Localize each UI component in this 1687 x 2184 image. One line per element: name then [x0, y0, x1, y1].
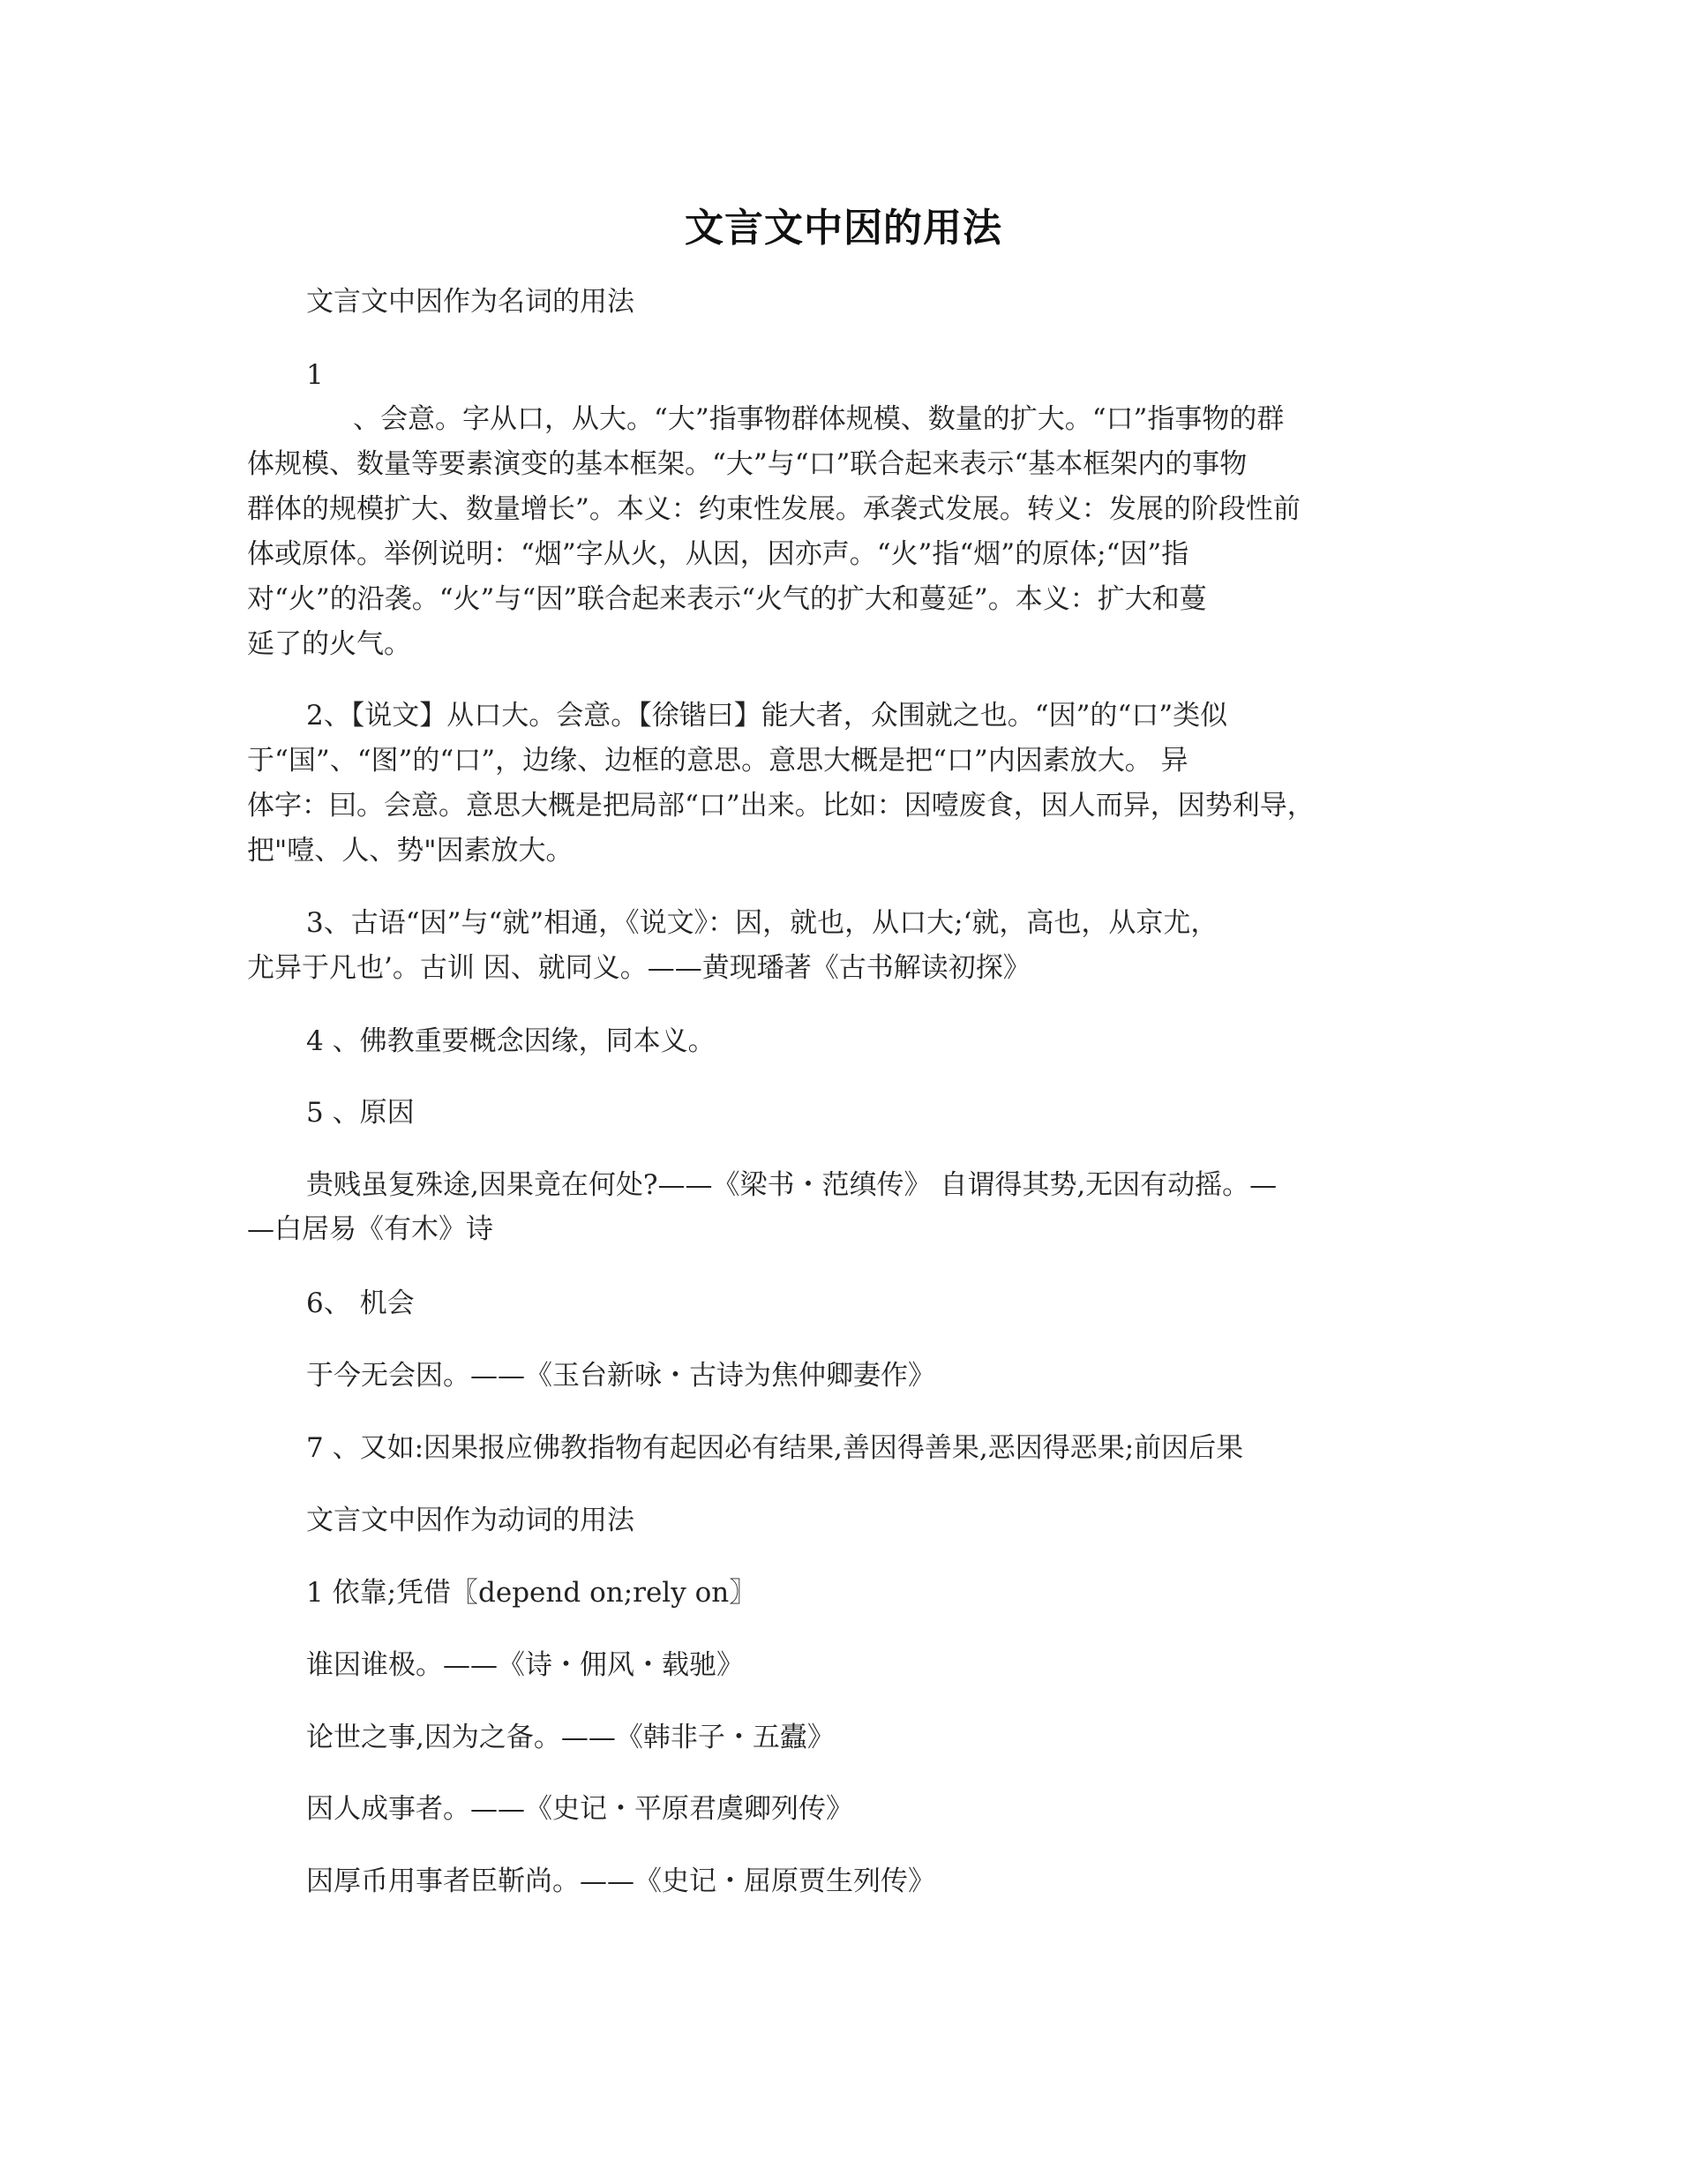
section-heading-noun: 文言文中因作为名词的用法 — [306, 286, 634, 318]
paragraph-line: 群体的规模扩大、数量增长”。本义：约束性发展。承袭式发展。转义：发展的阶段性前 — [247, 493, 1301, 525]
paragraph-line: 把"噎、人、势"因素放大。 — [247, 835, 574, 867]
item-number-1: 1 — [306, 359, 324, 391]
paragraph-line: —白居易《有木》诗 — [247, 1213, 493, 1245]
paragraph-line: 1 依靠;凭借〖depend on;rely on〗 — [306, 1577, 757, 1609]
paragraph-line: 体或原体。举例说明：“烟”字从火，从因，因亦声。“火”指“烟”的原体;“因”指 — [247, 538, 1189, 570]
paragraph-line: 于“国”、“图”的“口”，边缘、边框的意思。意思大概是把“口”内因素放大。 异 — [247, 745, 1188, 777]
document-title: 文言文中因的用法 — [685, 206, 1002, 251]
paragraph-line: 尤异于凡也’。古训 因、就同义。——黄现璠著《古书解读初探》 — [247, 952, 1031, 984]
paragraph-line: 论世之事,因为之备。——《韩非子・五蠹》 — [306, 1722, 835, 1753]
section-heading-verb: 文言文中因作为动词的用法 — [306, 1505, 634, 1536]
paragraph-line: 6、 机会 — [306, 1287, 415, 1319]
paragraph-line: 谁因谁极。——《诗・佣风・载驰》 — [306, 1649, 744, 1681]
paragraph-line: 对“火”的沿袭。“火”与“因”联合起来表示“火气的扩大和蔓延”。本义：扩大和蔓 — [247, 583, 1207, 615]
paragraph-line: 、会意。字从口，从大。“大”指事物群体规模、数量的扩大。“口”指事物的群 — [353, 403, 1285, 435]
paragraph-line: 2、【说文】从口大。会意。【徐锴曰】能大者，众围就之也。“因”的“口”类似 — [306, 700, 1228, 732]
paragraph-line: 4 、佛教重要概念因缘，同本义。 — [306, 1025, 716, 1057]
paragraph-line: 因厚币用事者臣靳尚。——《史记・屈原贾生列传》 — [306, 1865, 935, 1897]
paragraph-line: 7 、又如:因果报应佛教指物有起因必有结果,善因得善果,恶因得恶果;前因后果 — [306, 1432, 1244, 1464]
paragraph-line: 因人成事者。——《史记・平原君虞卿列传》 — [306, 1793, 853, 1825]
paragraph-line: 体规模、数量等要素演变的基本框架。“大”与“口”联合起来表示“基本框架内的事物 — [247, 448, 1248, 480]
paragraph-line: 贵贱虽复殊途,因果竟在何处?——《梁书・范缜传》 自谓得其势,无因有动摇。— — [306, 1169, 1278, 1201]
paragraph-line: 体字：囙。会意。意思大概是把局部“口”出来。比如：因噎废食，因人而异，因势利导， — [247, 790, 1315, 822]
paragraph-line: 延了的火气。 — [247, 628, 411, 660]
paragraph-line: 于今无会因。——《玉台新咏・古诗为焦仲卿妻作》 — [306, 1360, 935, 1392]
paragraph-line: 3、古语“因”与“就”相通，《说文》：因，就也，从口大;‘就，高也，从京尤， — [306, 907, 1218, 939]
paragraph-line: 5 、原因 — [306, 1097, 415, 1129]
